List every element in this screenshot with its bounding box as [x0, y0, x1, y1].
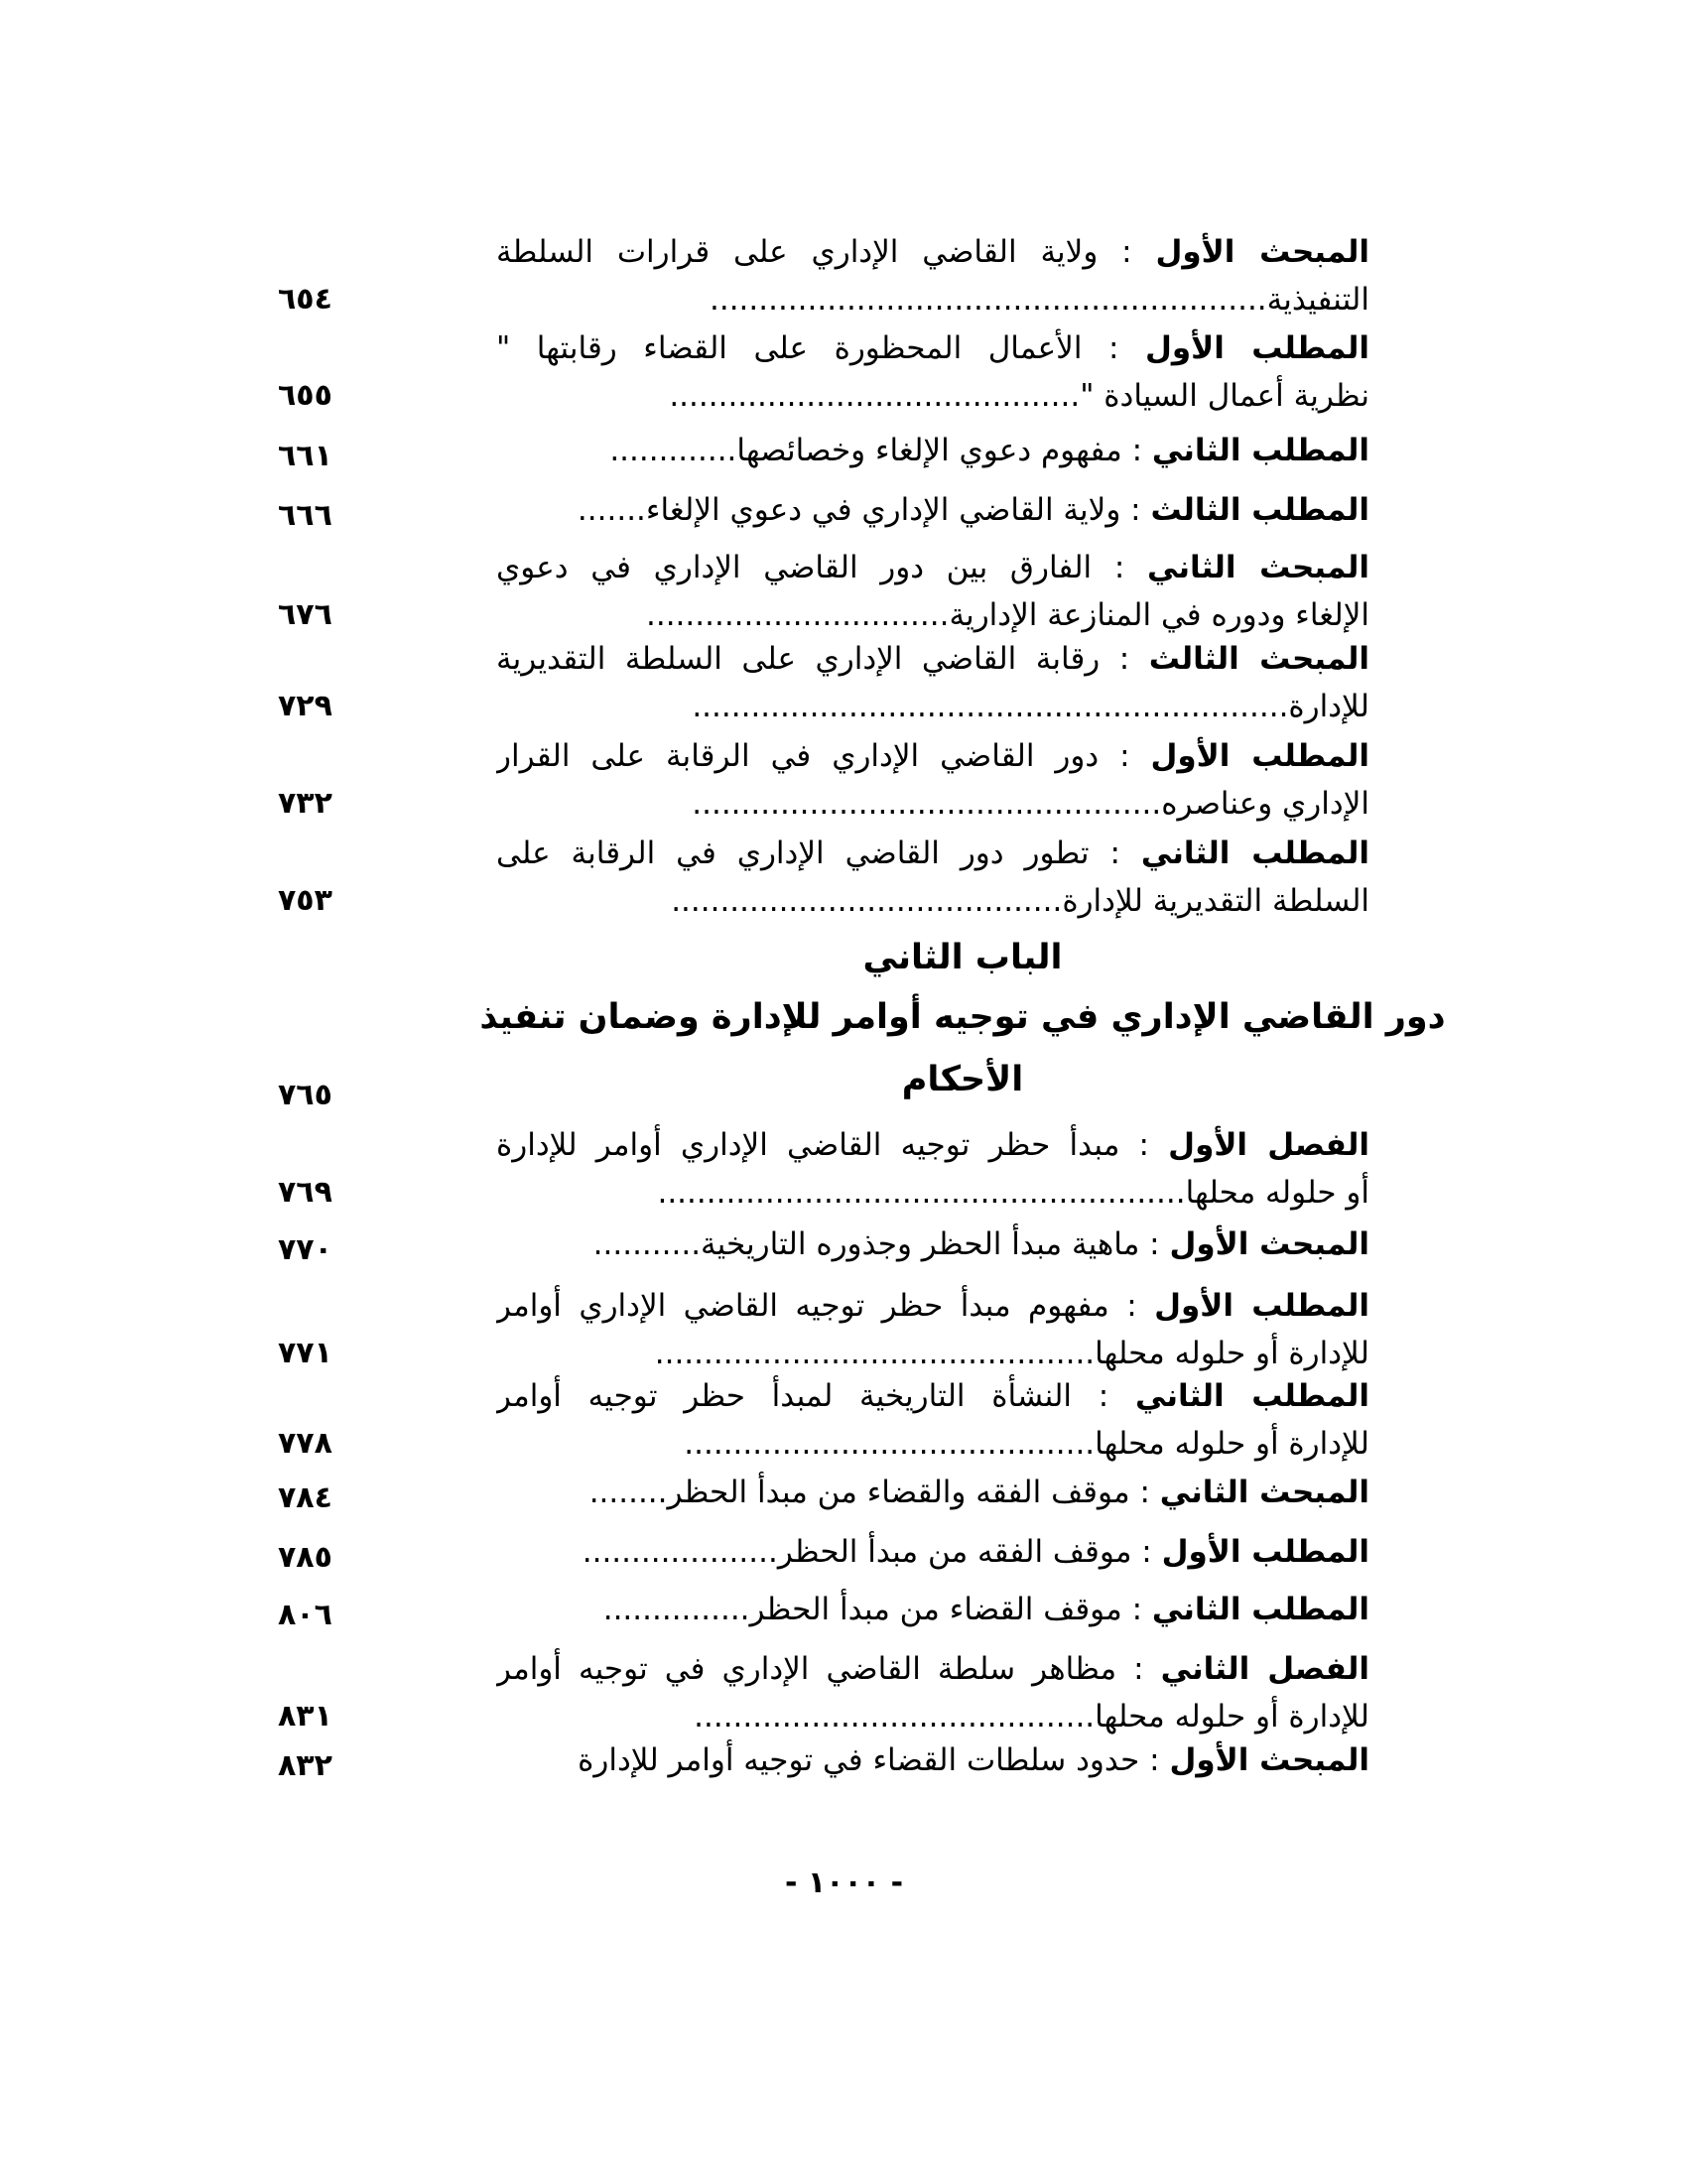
entry-title: : ولاية القاضي الإداري في دعوي الإلغاء.......: [577, 492, 1151, 528]
toc-entry: [278, 1528, 1369, 1576]
toc-entry: [278, 1121, 1369, 1217]
page-number: - ١٠٠٠ -: [784, 1865, 904, 1900]
entry-label: المطلب الثاني: [1135, 1378, 1369, 1414]
entry-label: الفصل الأول: [1168, 1127, 1369, 1163]
entry-title: : مفهوم دعوي الإلغاء وخصائصها.............: [609, 433, 1152, 468]
entry-title: : النشأة التاريخية لمبدأ حظر توجيه أوامر: [496, 1378, 1136, 1414]
entry-title: : مظاهر سلطة القاضي الإداري في توجيه أوامر: [496, 1651, 1161, 1687]
entry-label: المبحث الأول: [1169, 1226, 1369, 1262]
toc-entry: [278, 1220, 1369, 1268]
entry-label: المطلب الثالث: [1150, 492, 1369, 528]
entry-title-continued: للإدارة.............................................................: [692, 689, 1369, 724]
entry-page-number: ٧٣٢: [278, 786, 332, 821]
entry-page-number: ٨٣١: [278, 1699, 332, 1734]
toc-entry: [278, 544, 1369, 639]
entry-page-number: ٧٧٠: [278, 1232, 332, 1267]
toc-entry: [278, 324, 1369, 420]
entry-title-continued: نظرية أعمال السيادة "..........................................: [669, 378, 1369, 414]
entry-page-number: ٧٢٩: [278, 689, 332, 723]
part-subtitle-continued: الأحكام: [901, 1060, 1024, 1099]
entry-title: : موقف القضاء من مبدأ الحظر...............: [602, 1592, 1152, 1627]
toc-entry: [278, 1586, 1369, 1633]
toc-entry: [278, 486, 1369, 534]
entry-title: : الأعمال المحظورة على القضاء رقابتها ": [496, 330, 1145, 366]
entry-page-number: ٧٧٨: [278, 1426, 332, 1461]
entry-title-continued: الإداري وعناصره................................................: [692, 786, 1369, 822]
toc-entry: [278, 1469, 1369, 1516]
entry-title: : ماهية مبدأ الحظر وجذوره التاريخية...........: [592, 1226, 1170, 1262]
entry-label: الفصل الثاني: [1160, 1651, 1369, 1687]
entry-label: المطلب الثاني: [1151, 1592, 1369, 1627]
entry-title: : تطور دور القاضي الإداري في الرقابة على: [496, 835, 1141, 871]
entry-page-number: ٨٣٢: [278, 1748, 332, 1783]
entry-page-number: ٧٥٣: [278, 883, 332, 918]
entry-page-number: ٦٦١: [278, 439, 332, 473]
entry-label: المطلب الثاني: [1151, 433, 1369, 468]
toc-entry: [278, 635, 1369, 730]
entry-label: المبحث الثالث: [1148, 641, 1369, 677]
entry-title-continued: للإدارة أو حلوله محلها.............................................: [654, 1336, 1369, 1371]
entry-title: : موقف الفقه من مبدأ الحظر....................: [582, 1534, 1162, 1570]
entry-page-number: ٧٦٩: [278, 1175, 332, 1210]
entry-title: : حدود سلطات القضاء في توجيه أوامر للإدارة: [578, 1742, 1170, 1778]
entry-title: : دور القاضي الإداري في الرقابة على القرار: [496, 738, 1151, 774]
entry-page-number: ٦٦٦: [278, 498, 332, 533]
entry-label: المطلب الثاني: [1140, 835, 1369, 871]
entry-title: : مبدأ حظر توجيه القاضي الإداري أوامر للإدارة: [496, 1127, 1169, 1163]
entry-page-number: ٦٥٥: [278, 378, 332, 413]
entry-title: : الفارق بين دور القاضي الإداري في دعوي: [496, 550, 1147, 585]
entry-page-number: ٧٧١: [278, 1336, 332, 1370]
entry-label: المبحث الأول: [1155, 234, 1369, 270]
toc-entry: [278, 1282, 1369, 1377]
entry-title-continued: للإدارة أو حلوله محلها.........................................: [694, 1699, 1369, 1734]
entry-label: المطلب الأول: [1154, 1288, 1369, 1324]
entry-title-continued: للإدارة أو حلوله محلها..........................................: [684, 1426, 1369, 1462]
entry-label: المطلب الأول: [1150, 738, 1369, 774]
entry-label: المبحث الأول: [1169, 1742, 1369, 1778]
toc-entry: [278, 830, 1369, 925]
entry-title-continued: أو حلوله محلها......................................................: [657, 1175, 1369, 1211]
entry-label: المطلب الأول: [1144, 330, 1369, 366]
entry-title: : موقف الفقه والقضاء من مبدأ الحظر........: [588, 1475, 1160, 1510]
toc-entry: [278, 732, 1369, 828]
entry-title-continued: الإلغاء ودوره في المنازعة الإدارية...............................: [645, 597, 1369, 633]
toc-entry: [278, 1736, 1369, 1784]
toc-entry: [278, 228, 1369, 323]
entry-page-number: ٨٠٦: [278, 1598, 332, 1632]
toc-entry: [278, 1645, 1369, 1740]
entry-title-continued: التنفيذية.........................................................: [709, 282, 1369, 318]
entry-page-number: ٧٨٥: [278, 1540, 332, 1575]
entry-title: : ولاية القاضي الإداري على قرارات السلطة: [496, 234, 1156, 270]
toc-entry: [278, 1372, 1369, 1468]
part-subtitle: دور القاضي الإداري في توجيه أوامر للإدارة وضمان تنفيذ: [479, 997, 1446, 1037]
entry-page-number: ٦٧٦: [278, 597, 332, 632]
entry-label: المبحث الثاني: [1159, 1475, 1369, 1510]
toc-entry: [278, 427, 1369, 474]
entry-title: : رقابة القاضي الإداري على السلطة التقديرية: [496, 641, 1149, 677]
entry-page-number: ٦٥٤: [278, 282, 332, 317]
part-page-number: ٧٦٥: [278, 1078, 332, 1112]
entry-title-continued: السلطة التقديرية للإدارة........................................: [671, 883, 1369, 919]
entry-label: المطلب الأول: [1161, 1534, 1369, 1570]
part-title: الباب الثاني: [862, 938, 1063, 977]
entry-label: المبحث الثاني: [1146, 550, 1369, 585]
entry-page-number: ٧٨٤: [278, 1480, 332, 1515]
entry-title: : مفهوم مبدأ حظر توجيه القاضي الإداري أوامر: [496, 1288, 1155, 1324]
